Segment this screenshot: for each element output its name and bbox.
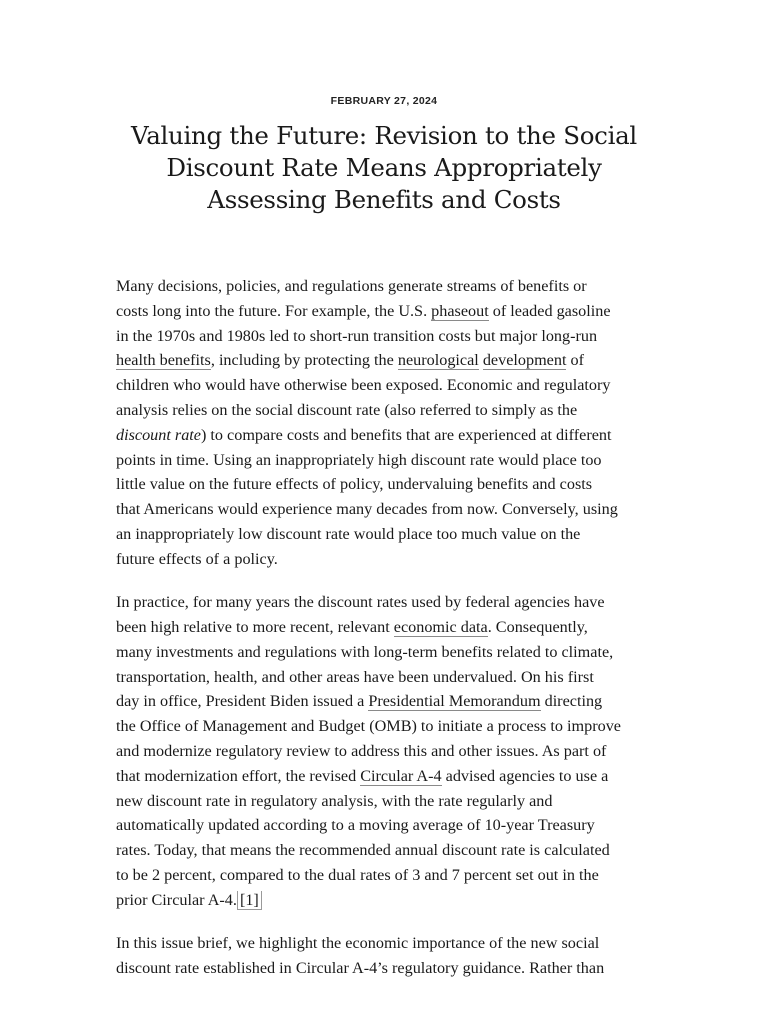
- discount-rate-emphasis: discount rate: [116, 425, 201, 444]
- health-benefits-link[interactable]: health benefits: [116, 351, 211, 370]
- text-span: been high relative to more recent, relevant: [116, 617, 394, 636]
- text-line: [116, 764, 656, 789]
- text-span: , including by protecting the: [210, 351, 398, 370]
- text-line: analysis relies on the social discount rate (also referred to simply as the: [116, 400, 578, 419]
- text-line: new discount rate in regulatory analysis, with the rate regularly and: [116, 791, 553, 810]
- text-span: that modernization effort, the revised: [116, 766, 361, 785]
- text-line: [116, 615, 656, 640]
- text-line: many investments and regulations with long-term benefits related to climate,: [116, 642, 614, 661]
- text-line: little value on the future effects of policy, undervaluing benefits and costs: [116, 475, 593, 494]
- text-line: [116, 689, 656, 714]
- development-link[interactable]: development: [482, 351, 567, 370]
- publication-date: FEBRUARY 27, 2024: [330, 95, 438, 107]
- text-line: that Americans would experience many decades from now. Conversely, using: [116, 500, 618, 519]
- phaseout-link[interactable]: phaseout: [431, 301, 489, 320]
- text-line: the Office of Management and Budget (OMB) to initiate a process to improve: [116, 717, 621, 736]
- paragraph-3: [116, 931, 656, 981]
- text-span: of: [566, 351, 584, 370]
- text-line: children who would have otherwise been exposed. Economic and regulatory: [116, 376, 611, 395]
- presidential-memorandum-link[interactable]: Presidential Memorandum: [368, 692, 541, 711]
- text-span: costs long into the future. For example, the U.S.: [116, 301, 432, 320]
- text-line: in the 1970s and 1980s led to short-run transition costs but major long-run: [116, 326, 598, 345]
- footnote-1-link[interactable]: [1]: [237, 891, 262, 910]
- text-line: automatically updated according to a moving average of 10-year Treasury: [116, 816, 595, 835]
- economic-data-link[interactable]: economic data: [393, 617, 488, 636]
- circular-a4-link[interactable]: Circular A-4: [360, 766, 442, 785]
- neurological-link[interactable]: neurological: [397, 351, 479, 370]
- text-span: of leaded gasoline: [488, 301, 611, 320]
- text-span: prior Circular A-4.: [116, 890, 237, 909]
- text-span: advised agencies to use a: [441, 766, 609, 785]
- text-line: to be 2 percent, compared to the dual rates of 3 and 7 percent set out in the: [116, 865, 599, 884]
- text-line: [116, 299, 656, 324]
- text-line: discount rate established in Circular A-4’s regulatory guidance. Rather than: [116, 958, 605, 977]
- text-line: In practice, for many years the discount rates used by federal agencies have: [116, 593, 605, 612]
- text-line: In this issue brief, we highlight the economic importance of the new social: [116, 934, 600, 953]
- article-body: [116, 274, 656, 999]
- text-span: . Consequently,: [487, 617, 588, 636]
- text-span: ) to compare costs and benefits that are experienced at different: [200, 425, 612, 444]
- paragraph-1: [116, 274, 656, 572]
- text-span: day in office, President Biden issued a: [116, 692, 369, 711]
- text-line: Many decisions, policies, and regulations generate streams of benefits or: [116, 277, 587, 295]
- text-line: [116, 423, 656, 448]
- text-line: [116, 348, 656, 373]
- article-title: Valuing the Future: Revision to the Social Discount Rate Means Appropriately Assessing Benefits and Costs: [131, 121, 637, 214]
- text-line: points in time. Using an inappropriately high discount rate would place too: [116, 450, 602, 469]
- text-line: rates. Today, that means the recommended annual discount rate is calculated: [116, 841, 610, 860]
- text-line: and modernize regulatory review to address this and other issues. As part of: [116, 741, 607, 760]
- text-span: directing: [540, 692, 603, 711]
- paragraph-2: [116, 590, 656, 912]
- text-line: [116, 888, 656, 913]
- text-line: future effects of a policy.: [116, 549, 278, 568]
- text-line: an inappropriately low discount rate would place too much value on the: [116, 524, 581, 543]
- text-line: transportation, health, and other areas have been undervalued. On his first: [116, 667, 594, 686]
